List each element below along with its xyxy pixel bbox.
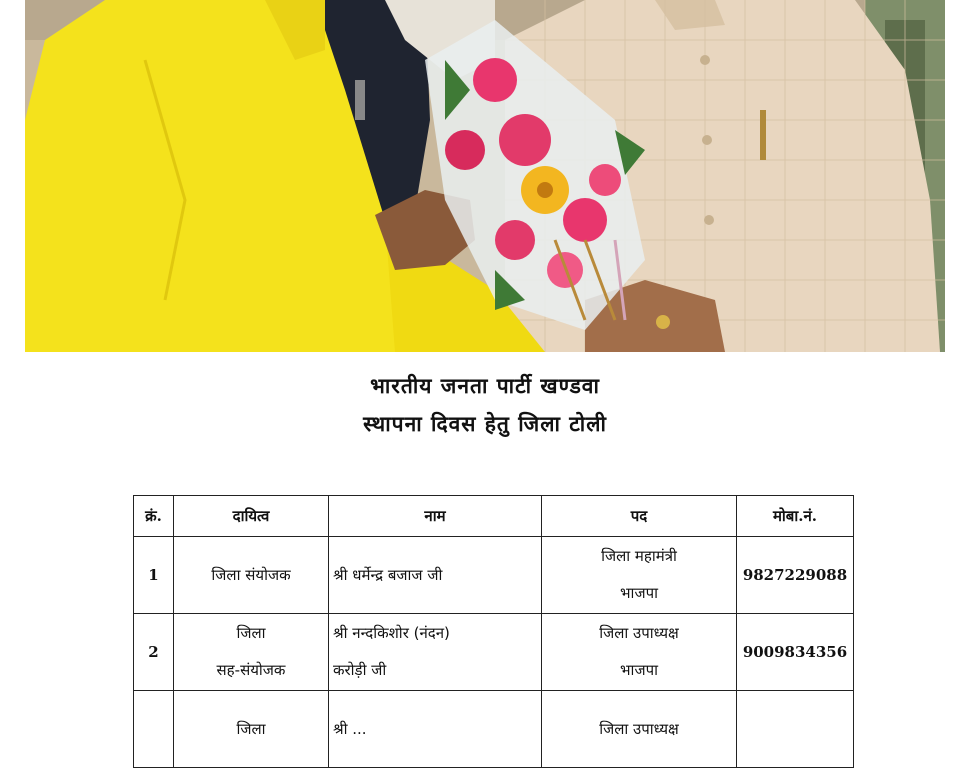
photo-illustration — [25, 0, 945, 352]
post-cell — [542, 691, 737, 768]
mobile-cell: 9827229088 — [737, 537, 854, 614]
header-role: दायित्व — [174, 496, 329, 537]
post-text-line1: जिला उपाध्यक्ष — [599, 624, 679, 642]
post-text-line1: जिला महामंत्री — [601, 547, 677, 565]
role-text: जिला संयोजक — [211, 565, 291, 584]
name-cell — [329, 537, 542, 614]
name-cell — [329, 614, 542, 691]
role-text: जिला — [236, 719, 266, 738]
header-serial: क्रं. — [134, 496, 174, 537]
document-title: भारतीय जनता पार्टी खण्डवा — [370, 374, 600, 398]
post-cell — [542, 537, 737, 614]
role-cell — [174, 614, 329, 691]
name-text-line2: करोड़ी जी — [333, 661, 387, 679]
serial-cell: 1 — [134, 537, 174, 614]
district-team-table — [133, 495, 854, 768]
role-cell — [174, 691, 329, 768]
name-text: श्री धर्मेन्द्र बजाज जी — [333, 565, 443, 584]
post-text: जिला उपाध्यक्ष — [599, 719, 679, 738]
serial-cell: 2 — [134, 614, 174, 691]
role-cell — [174, 537, 329, 614]
post-cell — [542, 614, 737, 691]
name-text-line1: श्री नन्दकिशोर (नंदन) — [333, 624, 450, 642]
felicitation-photo — [25, 0, 945, 352]
serial-cell — [134, 691, 174, 768]
post-text-line2: भाजपा — [620, 661, 658, 679]
mobile-cell: 9009834356 — [737, 614, 854, 691]
post-text-line2: भाजपा — [620, 584, 658, 602]
header-mobile: मोबा.नं. — [737, 496, 854, 537]
role-text-line1: जिला — [236, 624, 266, 642]
name-cell — [329, 691, 542, 768]
table-row — [134, 691, 854, 768]
mobile-cell — [737, 691, 854, 768]
name-text: श्री ... — [333, 719, 367, 738]
table-row — [134, 614, 854, 691]
header-post: पद — [542, 496, 737, 537]
table-header-row — [134, 496, 854, 537]
header-name: नाम — [329, 496, 542, 537]
document-subtitle: स्थापना दिवस हेतु जिला टोली — [363, 412, 607, 436]
table-row — [134, 537, 854, 614]
role-text-line2: सह-संयोजक — [216, 661, 286, 679]
